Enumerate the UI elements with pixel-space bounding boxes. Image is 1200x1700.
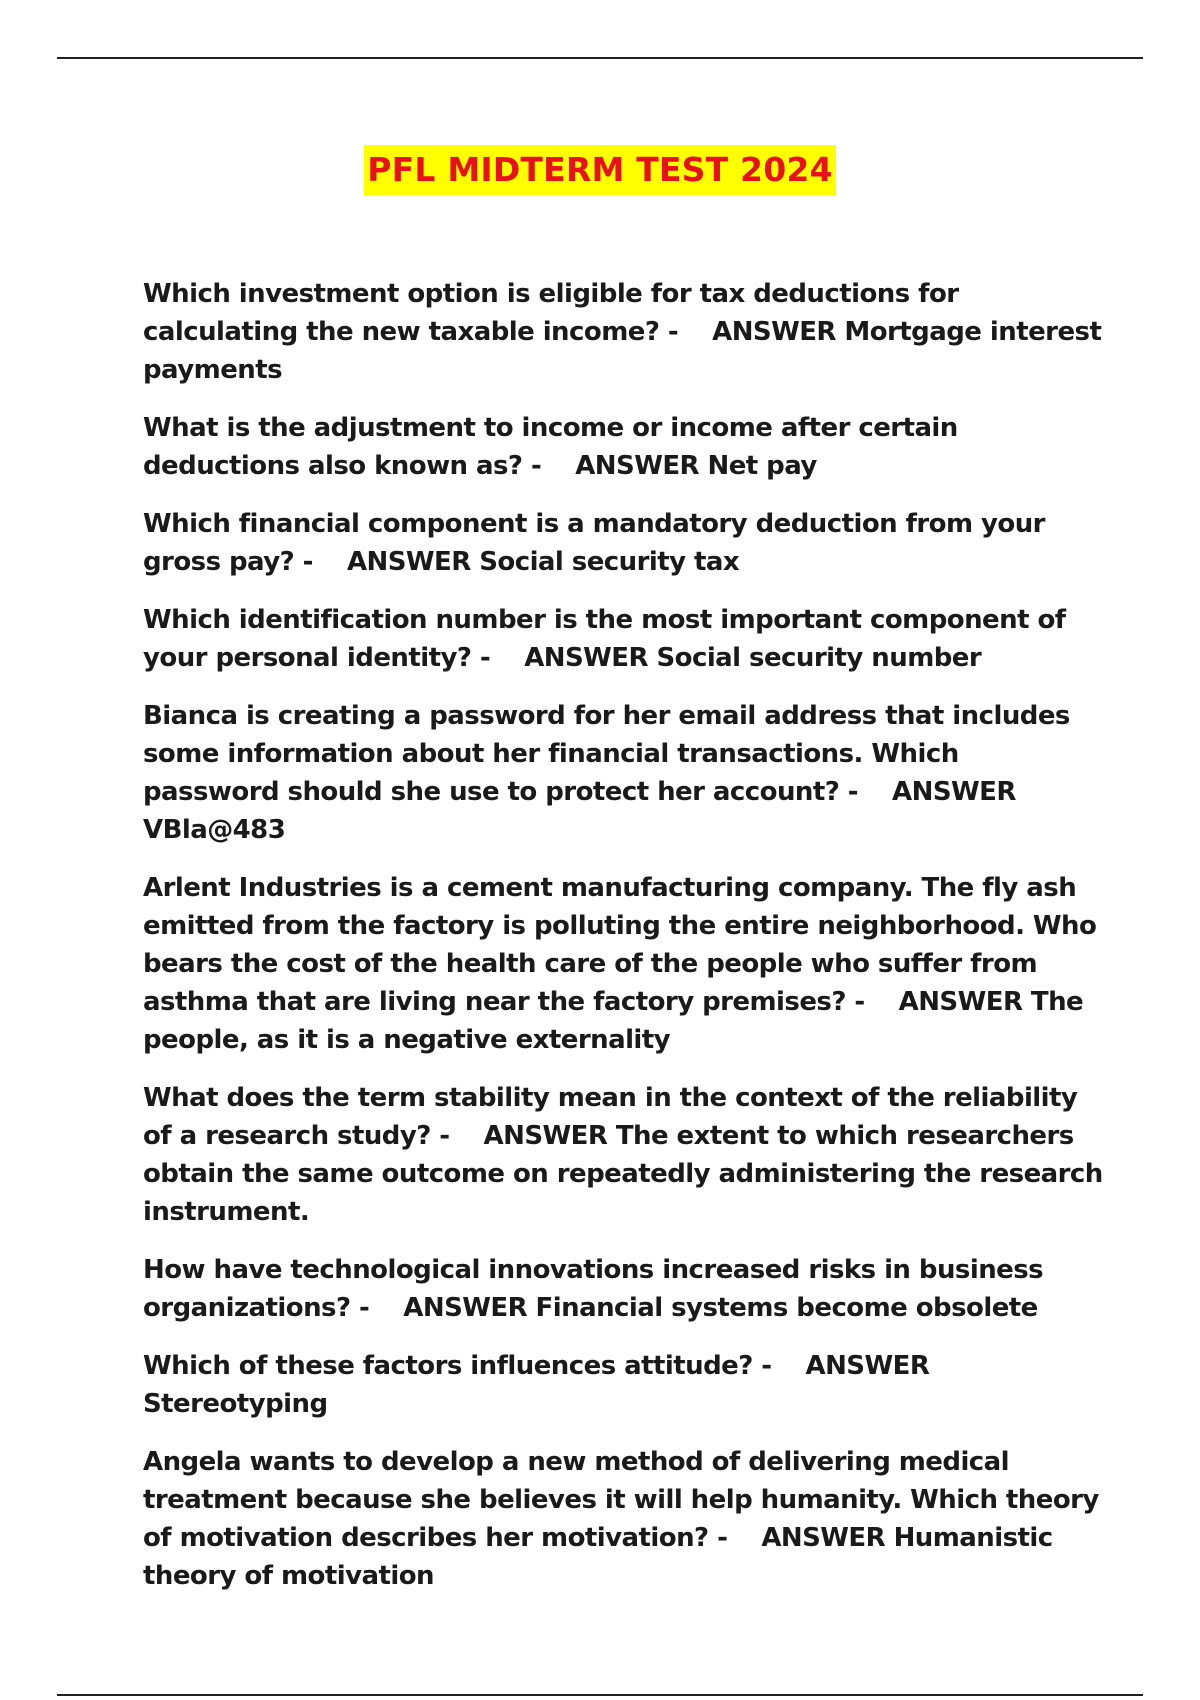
answer-text: ANSWER VBla@483 (143, 777, 1016, 845)
qa-item-8 (143, 1251, 1103, 1327)
question-text: Which investment option is eligible for tax deductions for calculating the new taxable income? - (143, 279, 959, 347)
answer-text: ANSWER Net pay (575, 451, 817, 481)
answer-text: ANSWER Social security tax (346, 547, 740, 577)
question-answer-list (143, 275, 1103, 1615)
question-text: Bianca is creating a password for her email address that includes some information about her financial transactions. Which password should she use to protect her account? - (143, 701, 1070, 807)
qa-item-6 (143, 869, 1103, 1059)
question-text: What is the adjustment to income or income after certain deductions also known as? - (143, 413, 958, 481)
answer-text: ANSWER Mortgage interest payments (143, 317, 1102, 385)
top-divider (57, 57, 1143, 59)
qa-item-2 (143, 409, 1103, 485)
question-text: Angela wants to develop a new method of delivering medical treatment because she believes it will help humanity. Which theory of motivation describes her motivation? - (143, 1447, 1099, 1553)
answer-text: ANSWER Stereotyping (143, 1351, 930, 1419)
qa-item-10 (143, 1443, 1103, 1595)
question-text: Which identification number is the most important component of your personal identity? - (143, 605, 1066, 673)
answer-text: ANSWER Humanistic theory of motivation (143, 1523, 1053, 1591)
question-text: Which financial component is a mandatory deduction from your gross pay? - (143, 509, 1045, 577)
answer-text: ANSWER The people, as it is a negative externality (143, 987, 1084, 1055)
page-title: PFL MIDTERM TEST 2024 (364, 145, 835, 195)
qa-item-5 (143, 697, 1103, 849)
qa-item-7 (143, 1079, 1103, 1231)
question-text: What does the term stability mean in the context of the reliability of a research study? - (143, 1083, 1078, 1151)
answer-text: ANSWER Financial systems become obsolete (403, 1293, 1038, 1323)
qa-item-9 (143, 1347, 1103, 1423)
title-container (0, 145, 1200, 195)
answer-text: ANSWER Social security number (524, 643, 982, 673)
question-text: Arlent Industries is a cement manufacturing company. The fly ash emitted from the factory is polluting the entire neighborhood. Who bears the cost of the health care of the people who suffer from asthma that are living near the factory premises? - (143, 873, 1097, 1017)
bottom-divider (57, 1694, 1143, 1696)
qa-item-4 (143, 601, 1103, 677)
question-text: Which of these factors influences attitude? - (143, 1351, 772, 1381)
qa-item-3 (143, 505, 1103, 581)
qa-item-1 (143, 275, 1103, 389)
answer-text: ANSWER The extent to which researchers obtain the same outcome on repeatedly administering the research instrument. (143, 1121, 1103, 1227)
question-text: How have technological innovations increased risks in business organizations? - (143, 1255, 1044, 1323)
